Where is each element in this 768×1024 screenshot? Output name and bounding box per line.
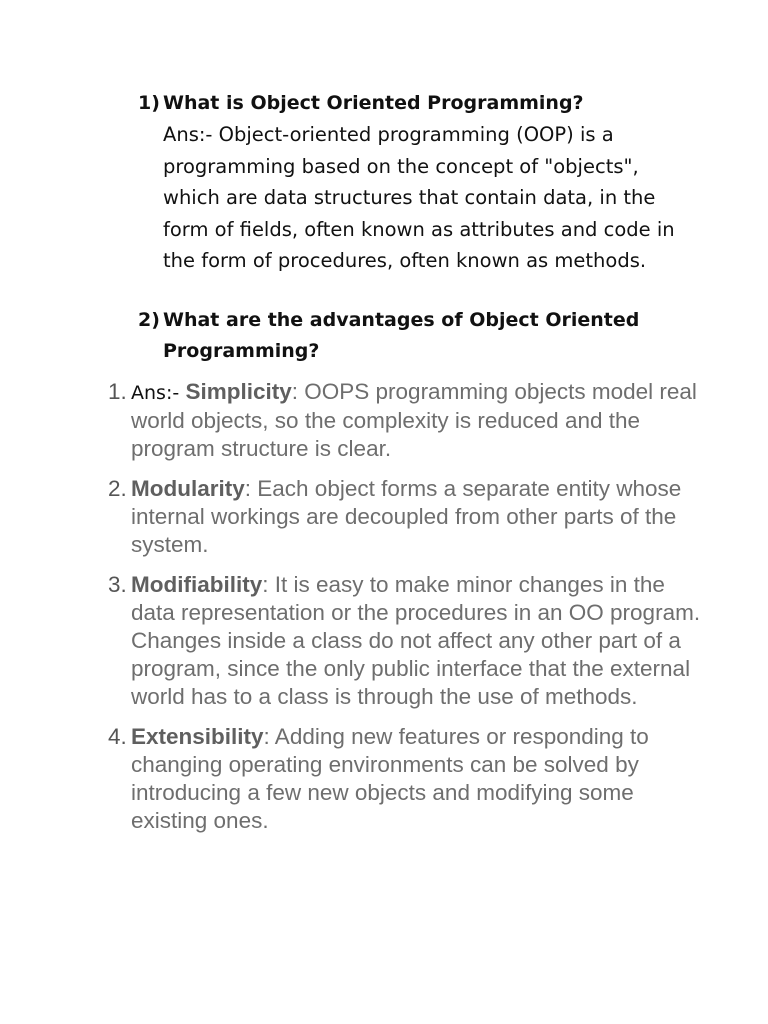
question-title: What is Object Oriented Programming? — [163, 92, 584, 114]
question-number: 1) — [138, 92, 160, 114]
advantage-term: Extensibility — [131, 724, 264, 749]
advantage-description: : Adding new features or responding to changing operating environments can be solved by introducing a few new objects and modifying some existing ones. — [131, 724, 649, 833]
advantage-description: : OOPS programming objects model real world objects, so the complexity is reduced and the program structure is clear. — [131, 379, 697, 461]
question-1 — [138, 88, 698, 277]
advantage-term: Modularity — [131, 476, 245, 501]
list-item-number: 4. — [108, 724, 127, 749]
question-answer: Ans:- Object-oriented programming (OOP) is a programming based on the concept of "objects", which are data structures that contain data, in the form of fields, often known as attributes and code in the form of procedures, often known as methods. — [163, 123, 675, 272]
question-2 — [138, 305, 698, 367]
answer-prefix: Ans:- — [131, 382, 180, 404]
list-item — [108, 475, 708, 559]
advantage-term: Modifiability — [131, 572, 263, 597]
question-title: What are the advantages of Object Oriented Programming? — [163, 309, 640, 362]
list-item — [108, 571, 708, 711]
list-item — [108, 723, 708, 835]
question-number: 2) — [138, 309, 160, 331]
advantage-description: : It is easy to make minor changes in the data representation or the procedures in an OO program. Changes inside a class do not affect any other part of a program, since the only public interface that the external world has to a class is through the use of methods. — [131, 572, 701, 709]
list-item — [108, 378, 708, 463]
list-item-number: 2. — [108, 476, 127, 501]
advantages-list — [108, 378, 708, 847]
list-item-number: 3. — [108, 572, 127, 597]
list-item-number: 1. — [108, 379, 127, 404]
advantage-term: Simplicity — [185, 379, 292, 404]
advantage-description: : Each object forms a separate entity whose internal workings are decoupled from other parts of the system. — [131, 476, 682, 557]
